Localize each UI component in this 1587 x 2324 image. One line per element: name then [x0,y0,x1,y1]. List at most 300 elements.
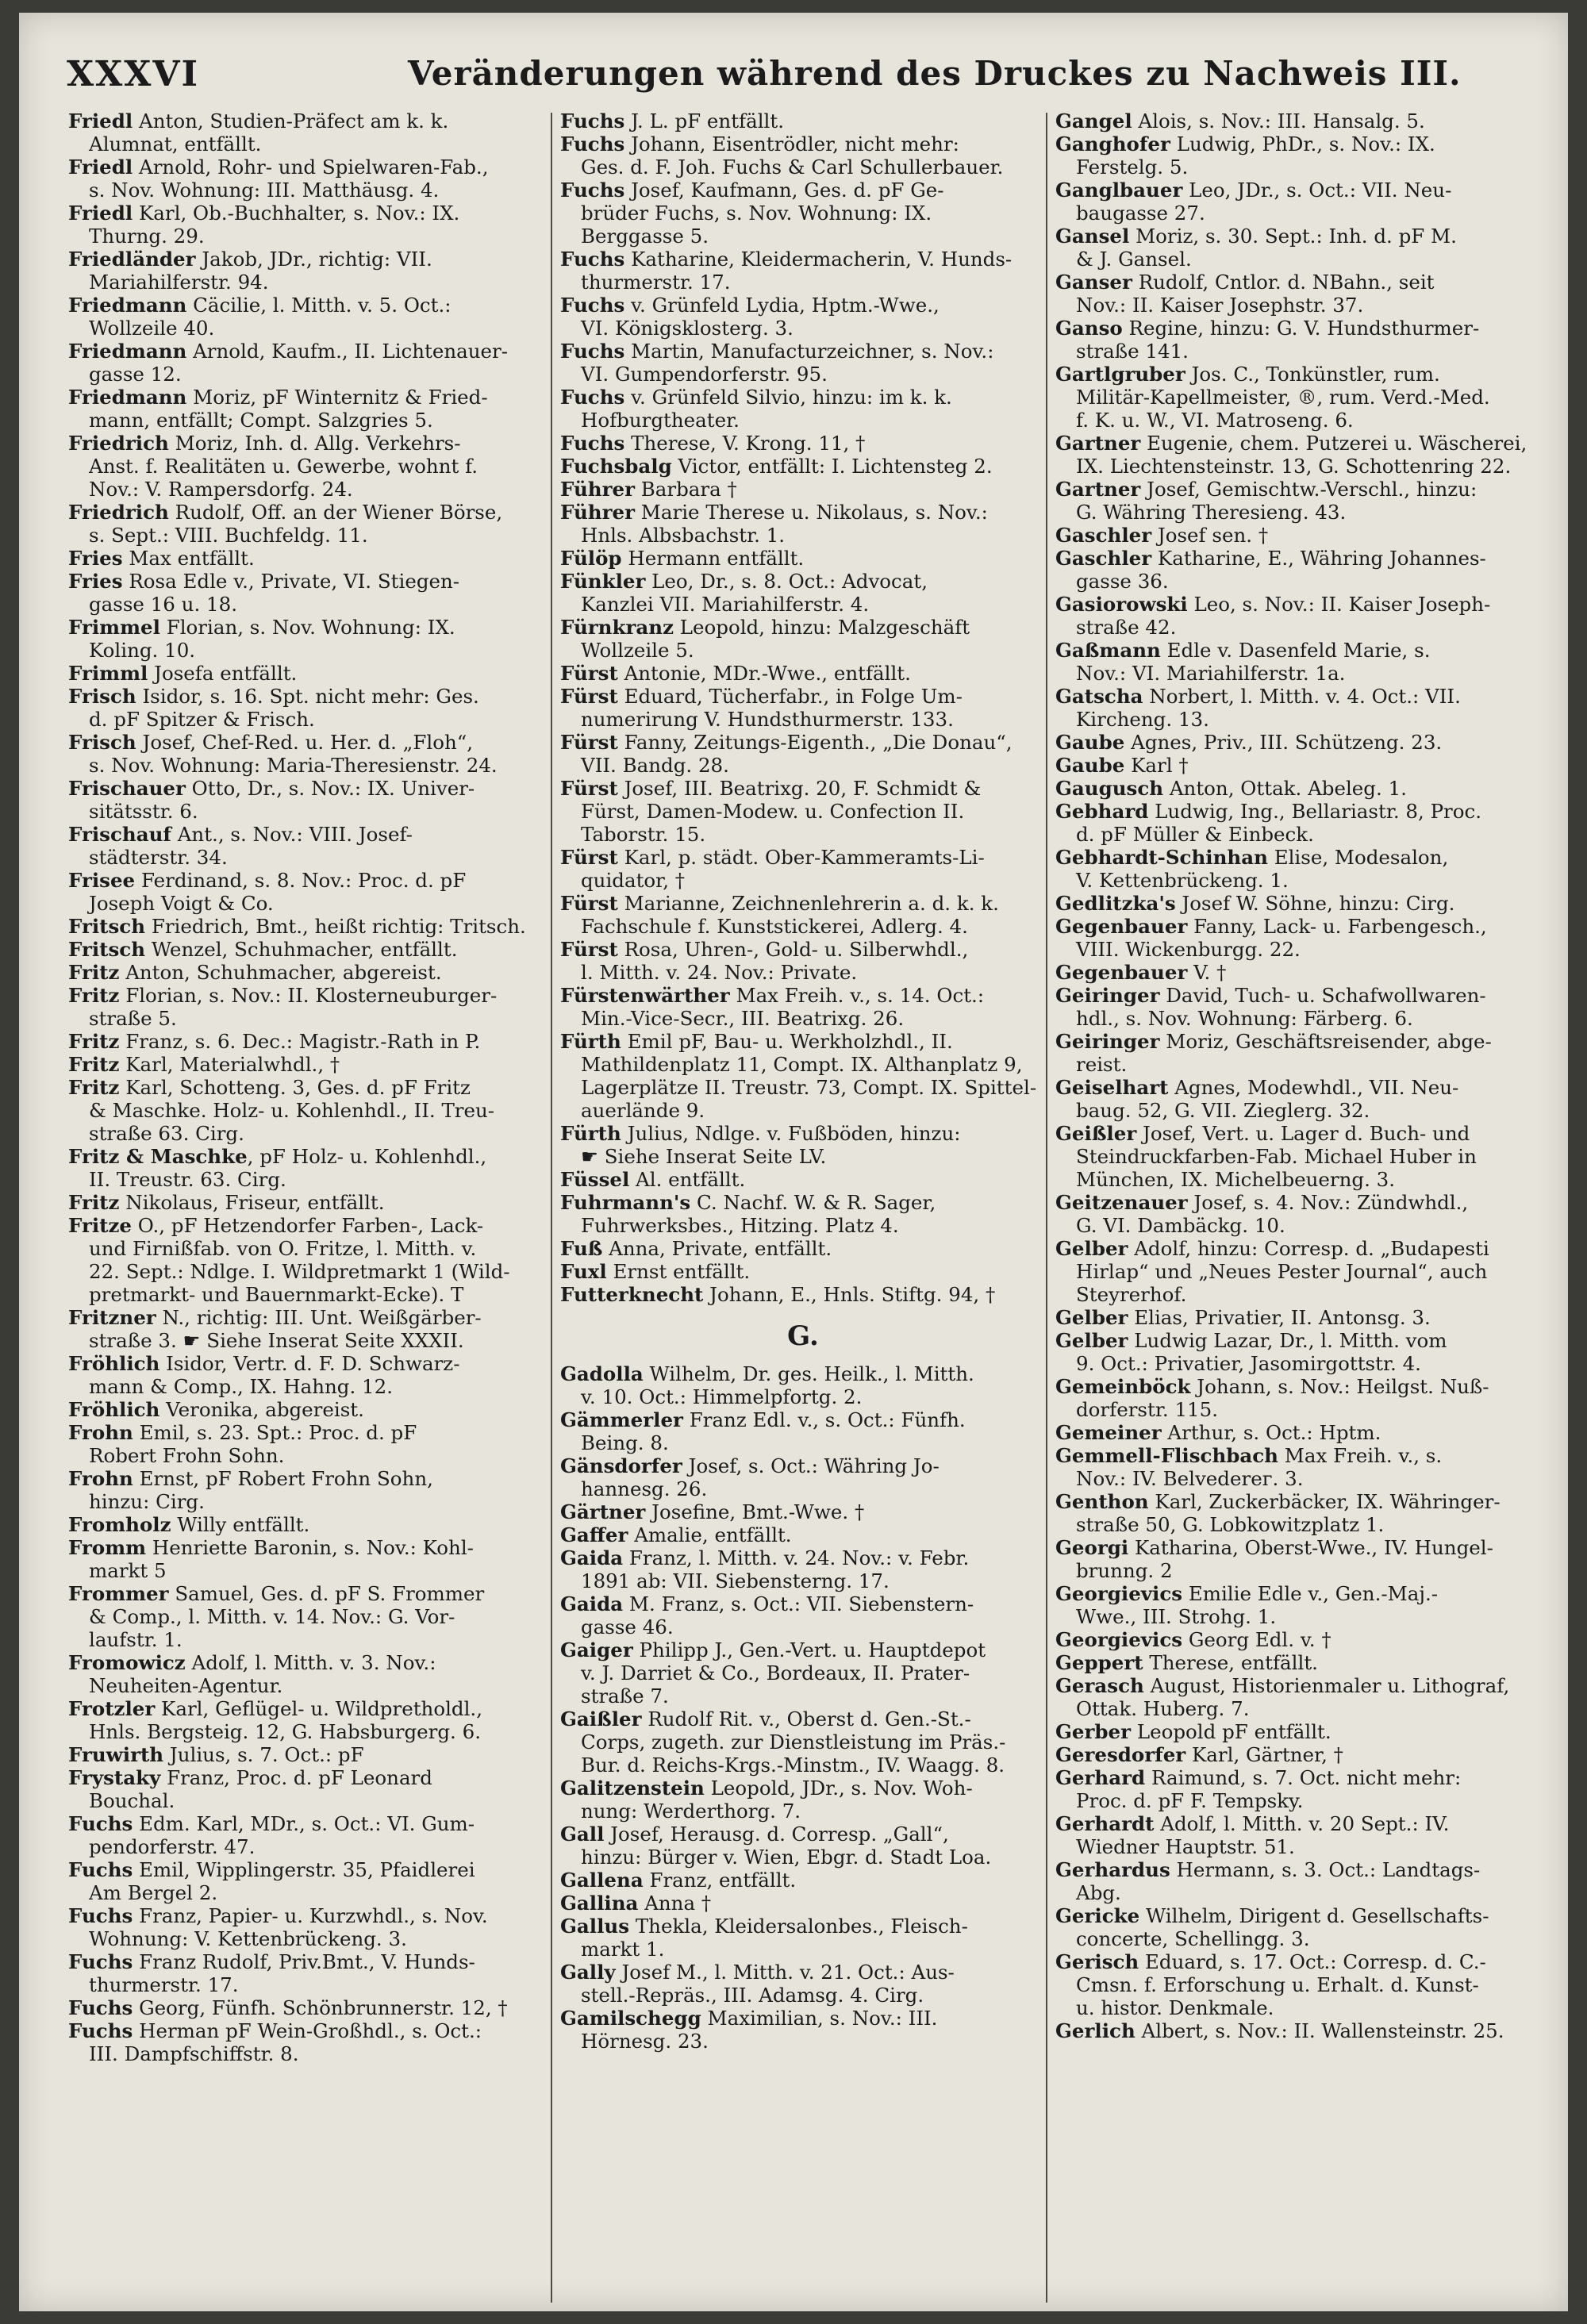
directory-entry [1055,800,1541,823]
entry-text: Barbara † [635,478,737,501]
entry-text: Amalie, entfällt. [628,1523,792,1546]
entry-surname: Fürst [560,846,618,869]
entry-text: Ludwig Lazar, Dr., l. Mitth. vom [1128,1329,1447,1352]
entry-text: straße 3. ☛ Siehe Inserat Seite XXXII. [89,1329,464,1352]
entry-surname: Fuchs [560,294,625,317]
entry-surname: Fuchs [560,248,625,271]
page-title: Veränderungen während des Druckes zu Nachweis III. [408,54,1462,93]
entry-text: Franz, Papier- u. Kurzwhdl., s. Nov. [133,1904,488,1927]
entry-continuation [68,2042,554,2065]
entry-surname: Fürth [560,1030,621,1053]
entry-surname: Fritz [68,984,120,1007]
entry-text: auerlände 9. [581,1099,705,1122]
entry-text: Bur. d. Reichs-Krgs.-Minstm., IV. Waagg. 8. [581,1754,1005,1777]
entry-continuation [560,1076,1046,1099]
entry-continuation [560,869,1046,892]
entry-text: numerirung V. Hundsthurmerstr. 133. [581,708,954,731]
entry-text: VI. Königsklosterg. 3. [581,317,794,340]
entry-text: Corps, zugeth. zur Dienstleistung im Präs.- [581,1731,1006,1754]
entry-continuation [1055,294,1541,317]
entry-continuation [68,317,554,340]
directory-entry [68,1398,554,1421]
entry-text: Leo, JDr., s. Oct.: VII. Neu- [1182,179,1452,202]
entry-text: Hnls. Bergsteig. 12, G. Habsburgerg. 6. [89,1720,481,1743]
directory-entry [560,1408,1046,1431]
entry-text: Fachschule f. Kunststickerei, Adlerg. 4. [581,915,968,938]
directory-entry [68,1651,554,1674]
entry-continuation [68,1881,554,1904]
directory-entry [68,1996,554,2019]
entry-continuation [1055,570,1541,593]
entry-surname: Frischauf [68,823,171,846]
entry-text: concerte, Schellingg. 3. [1076,1927,1310,1950]
entry-surname: Fürst [560,892,618,915]
column-3 [1055,109,1541,2042]
entry-text: Josef, Gemischtw.-Verschl., hinzu: [1140,478,1477,501]
entry-text: Isidor, Vertr. d. F. D. Schwarz- [159,1352,460,1375]
entry-continuation [1055,1467,1541,1490]
entry-surname: Gerisch [1055,1950,1139,1973]
entry-text: hannesg. 26. [581,1477,708,1500]
entry-text: Nov.: V. Rampersdorfg. 24. [89,478,353,501]
directory-page [19,13,1568,2311]
directory-entry [68,961,554,984]
entry-text: baugasse 27. [1076,202,1205,225]
entry-surname: Fritze [68,1214,132,1237]
entry-continuation [68,800,554,823]
directory-entry [1055,1329,1541,1352]
entry-text: Herman pF Wein-Großhdl., s. Oct.: [133,2019,482,2042]
entry-text: Josef, Vert. u. Lager d. Buch- und [1136,1122,1470,1145]
entry-continuation [1055,1145,1541,1168]
entry-surname: Gemeinböck [1055,1375,1191,1398]
entry-surname: Fuchs [68,1858,133,1881]
directory-entry [560,1168,1046,1191]
entry-surname: Gaida [560,1546,624,1569]
entry-continuation [1055,1996,1541,2019]
directory-entry [1055,892,1541,915]
entry-surname: Fuchs [68,1904,133,1927]
directory-entry [1055,524,1541,547]
directory-entry [1055,961,1541,984]
directory-entry [1055,685,1541,708]
entry-text: Albert, s. Nov.: II. Wallensteinstr. 25. [1135,2019,1504,2042]
directory-entry [560,777,1046,800]
entry-continuation [1055,1352,1541,1375]
entry-text: Anton, Ottak. Abeleg. 1. [1163,777,1407,800]
directory-entry [560,984,1046,1007]
entry-text: straße 63. Cirg. [89,1122,244,1145]
entry-continuation [1055,386,1541,409]
entry-continuation [560,225,1046,248]
entry-text: & Maschke. Holz- u. Kohlenhdl., II. Treu- [89,1099,495,1122]
entry-continuation [68,524,554,547]
entry-surname: Fromm [68,1536,147,1559]
entry-continuation [68,1628,554,1651]
entry-text: Katharina, Oberst-Wwe., IV. Hungel- [1128,1536,1493,1559]
directory-entry [560,892,1046,915]
directory-entry [1055,547,1541,570]
entry-text: baug. 52, G. VII. Zieglerg. 32. [1076,1099,1370,1122]
entry-text: Leo, Dr., s. 8. Oct.: Advocat, [645,570,928,593]
directory-entry [68,938,554,961]
entry-continuation [560,1615,1046,1638]
entry-surname: Fürst [560,685,618,708]
entry-text: Karl, Zuckerbäcker, IX. Währinger- [1148,1490,1501,1513]
entry-surname: Fromholz [68,1513,171,1536]
directory-entry [1055,1306,1541,1329]
entry-surname: Fürst [560,938,618,961]
entry-text: Florian, s. Nov. Wohnung: IX. [159,616,455,639]
entry-text: & Comp., l. Mitth. v. 14. Nov.: G. Vor- [89,1605,455,1628]
entry-text: hdl., s. Nov. Wohnung: Färberg. 6. [1076,1007,1413,1030]
page-number: XXXVI [67,54,200,94]
directory-entry [560,846,1046,869]
entry-surname: Gamilschegg [560,2007,701,2030]
entry-continuation [1055,869,1541,892]
entry-text: l. Mitth. v. 24. Nov.: Private. [581,961,858,984]
entry-text: Emil, Wipplingerstr. 35, Pfaidlerei [133,1858,475,1881]
entry-text: Al. entfällt. [629,1168,746,1191]
entry-text: Elias, Privatier, II. Antonsg. 3. [1128,1306,1431,1329]
entry-text: Wwe., III. Strohg. 1. [1076,1605,1277,1628]
entry-text: Katharine, E., Währing Johannes- [1151,547,1486,570]
entry-surname: Gegenbauer [1055,961,1188,984]
entry-text: Moriz, Geschäftsreisender, abge- [1159,1030,1492,1053]
entry-surname: Fries [68,570,123,593]
entry-surname: Fürnkranz [560,616,674,639]
entry-surname: Fuchs [68,1812,133,1835]
entry-text: straße 7. [581,1684,669,1707]
entry-text: Ferstelg. 5. [1076,156,1189,179]
directory-entry [560,1030,1046,1053]
entry-text: Rudolf, Cntlor. d. NBahn., seit [1132,271,1435,294]
entry-continuation [68,1237,554,1260]
entry-surname: Fries [68,547,123,570]
entry-surname: Geiselhart [1055,1076,1169,1099]
directory-entry [1055,846,1541,869]
entry-surname: Gaugusch [1055,777,1164,800]
entry-text: Ant., s. Nov.: VIII. Josef- [171,823,413,846]
entry-text: Raimund, s. 7. Oct. nicht mehr: [1145,1766,1462,1789]
entry-text: Hörnesg. 23. [581,2030,709,2053]
entry-text: Josef, III. Beatrixg. 20, F. Schmidt & [617,777,982,800]
directory-entry [68,1536,554,1559]
directory-entry [68,202,554,225]
entry-text: Arthur, s. Oct.: Hptm. [1161,1421,1381,1444]
entry-text: v. J. Darriet & Co., Bordeaux, II. Prater- [581,1661,970,1684]
entry-continuation [560,1684,1046,1707]
entry-surname: Georgievics [1055,1582,1183,1605]
entry-continuation [68,1099,554,1122]
entry-surname: Fritz [68,1030,120,1053]
directory-entry [68,156,554,179]
entry-continuation [68,1444,554,1467]
directory-entry [1055,777,1541,800]
directory-entry [560,547,1046,570]
entry-surname: Fürst [560,662,618,685]
directory-entry [68,340,554,363]
entry-continuation [1055,823,1541,846]
section-letter: G. [787,1320,819,1352]
directory-entry [1055,1444,1541,1467]
directory-entry [1055,1743,1541,1766]
entry-surname: Gerhardt [1055,1812,1155,1835]
entry-surname: Friedmann [68,294,187,317]
entry-surname: Fuchs [560,340,625,363]
directory-entry [68,1214,554,1237]
entry-text: Wilhelm, Dirigent d. Gesellschafts- [1139,1904,1489,1927]
entry-surname: Geppert [1055,1651,1143,1674]
entry-text: gasse 16 u. 18. [89,593,238,616]
entry-text: laufstr. 1. [89,1628,183,1651]
entry-text: Friedrich, Bmt., heißt richtig: Tritsch. [145,915,526,938]
entry-surname: Friedmann [68,386,187,409]
directory-entry [560,1869,1046,1892]
entry-text: Steindruckfarben-Fab. Michael Huber in [1076,1145,1477,1168]
entry-text: Josef, s. 4. Nov.: Zündwhdl., [1187,1191,1469,1214]
entry-text: Alumnat, entfällt. [89,133,262,156]
directory-entry [1055,1076,1541,1099]
entry-text: Ludwig, PhDr., s. Nov.: IX. [1170,133,1435,156]
entry-surname: Gaida [560,1592,624,1615]
entry-text: Josef, Chef-Red. u. Her. d. „Floh“, [136,731,474,754]
entry-surname: Fuchs [68,1950,133,1973]
directory-entry [68,1053,554,1076]
entry-text: Wohnung: V. Kettenbrückeng. 3. [89,1927,407,1950]
entry-text: Leo, s. Nov.: II. Kaiser Joseph- [1187,593,1491,616]
entry-continuation [68,1490,554,1513]
directory-entry [1055,432,1541,455]
entry-continuation [560,593,1046,616]
entry-text: gasse 46. [581,1615,674,1638]
entry-continuation [560,1938,1046,1961]
entry-surname: Fritz [68,1191,120,1214]
entry-surname: Friedländer [68,248,196,271]
entry-surname: Gall [560,1823,605,1846]
entry-text: Moriz, pF Winternitz & Fried- [186,386,488,409]
entry-surname: Fritz [68,1076,120,1099]
entry-continuation [560,317,1046,340]
entry-text: s. Nov. Wohnung: III. Matthäusg. 4. [89,179,440,202]
entry-text: Am Bergel 2. [89,1881,218,1904]
entry-surname: Gartlgruber [1055,363,1185,386]
entry-continuation [68,225,554,248]
entry-continuation [68,1375,554,1398]
entry-text: Adolf, hinzu: Corresp. d. „Budapesti [1128,1237,1489,1260]
entry-continuation [560,708,1046,731]
entry-text: Florian, s. Nov.: II. Klosterneuburger- [119,984,498,1007]
entry-continuation [1055,1007,1541,1030]
entry-continuation [560,1846,1046,1869]
entry-text: straße 42. [1076,616,1177,639]
entry-surname: Fuchs [560,179,625,202]
entry-surname: Fuchs [560,386,625,409]
entry-surname: Friedrich [68,501,169,524]
entry-continuation [560,823,1046,846]
entry-continuation [560,1661,1046,1684]
entry-surname: Gelber [1055,1306,1128,1329]
entry-continuation [560,1145,1046,1168]
entry-continuation [68,1605,554,1628]
entry-continuation [560,409,1046,432]
entry-text: Karl, Gärtner, † [1185,1743,1343,1766]
entry-text: Thurng. 29. [89,225,205,248]
entry-surname: Fünkler [560,570,646,593]
entry-surname: Frohn [68,1467,133,1490]
entry-surname: Friedmann [68,340,187,363]
entry-text: Josef, Herausg. d. Corresp. „Gall“, [604,1823,949,1846]
entry-text: Rudolf, Off. an der Wiener Börse, [168,501,503,524]
entry-surname: Gasiorowski [1055,593,1188,616]
entry-surname: Frimmel [68,616,160,639]
entry-surname: Gärtner [560,1500,646,1523]
directory-entry [560,1915,1046,1938]
entry-surname: Gartner [1055,478,1141,501]
entry-continuation [1055,202,1541,225]
directory-entry [560,685,1046,708]
entry-text: Karl, p. städt. Ober-Kammeramts-Li- [617,846,985,869]
entry-text: Robert Frohn Sohn. [89,1444,285,1467]
entry-text: Johann, s. Nov.: Heilgst. Nuß- [1190,1375,1489,1398]
entry-surname: Gemmell-Flischbach [1055,1444,1278,1467]
entry-surname: Gatscha [1055,685,1143,708]
directory-entry [1055,1030,1541,1053]
entry-continuation [560,1800,1046,1823]
directory-entry [1055,1674,1541,1697]
entry-continuation [560,2030,1046,2053]
directory-entry [560,1122,1046,1145]
entry-text: u. histor. Denkmale. [1076,1996,1274,2019]
directory-entry [68,1858,554,1881]
entry-surname: Gadolla [560,1362,644,1385]
entry-surname: Gegenbauer [1055,915,1188,938]
entry-surname: Friedl [68,156,133,179]
entry-text: Karl, Geflügel- u. Wildpretholdl., [155,1697,483,1720]
entry-text: VIII. Wickenburgg. 22. [1076,938,1301,961]
entry-text: städterstr. 34. [89,846,228,869]
entry-text: J. L. pF entfällt. [624,109,785,133]
entry-surname: Gaffer [560,1523,628,1546]
entry-surname: Fröhlich [68,1398,160,1421]
entry-surname: Genthon [1055,1490,1149,1513]
entry-text: Georg Edl. v. † [1182,1628,1331,1651]
directory-entry [1055,984,1541,1007]
entry-surname: Futterknecht [560,1283,704,1306]
entry-continuation [68,478,554,501]
directory-entry [560,1707,1046,1731]
entry-text: Emil pF, Bau- u. Werkholzhdl., II. [621,1030,953,1053]
entry-text: Min.-Vice-Secr., III. Beatrixg. 26. [581,1007,905,1030]
entry-surname: Geiringer [1055,984,1160,1007]
directory-entry [560,1362,1046,1385]
entry-surname: Gelber [1055,1329,1128,1352]
entry-text: Jos. C., Tonkünstler, rum. [1185,363,1440,386]
directory-entry [1055,1628,1541,1651]
entry-continuation [68,1835,554,1858]
entry-surname: Fürth [560,1122,621,1145]
entry-text: pendorferstr. 47. [89,1835,256,1858]
directory-entry [1055,1421,1541,1444]
entry-surname: Gangel [1055,109,1132,133]
entry-text: Antonie, MDr.-Wwe., entfällt. [617,662,911,685]
entry-text: Agnes, Modewhdl., VII. Neu- [1168,1076,1459,1099]
entry-continuation [68,846,554,869]
entry-text: thurmerstr. 17. [89,1973,239,1996]
entry-text: mann & Comp., IX. Hahng. 12. [89,1375,394,1398]
directory-entry [560,386,1046,409]
entry-text: thurmerstr. 17. [581,271,731,294]
entry-text: Neuheiten-Agentur. [89,1674,283,1697]
entry-continuation [1055,1053,1541,1076]
directory-entry [1055,915,1541,938]
entry-continuation [560,961,1046,984]
entry-text: Rudolf Rit. v., Oberst d. Gen.-St.- [641,1707,971,1731]
entry-text: Otto, Dr., s. Nov.: IX. Univer- [185,777,475,800]
directory-entry [560,179,1046,202]
entry-text: Josef M., l. Mitth. v. 21. Oct.: Aus- [615,1961,955,1984]
entry-text: Karl, Materialwhdl., † [119,1053,340,1076]
entry-text: Wenzel, Schuhmacher, entfällt. [145,938,458,961]
directory-entry [560,616,1046,639]
entry-continuation [560,915,1046,938]
directory-entry [68,2019,554,2042]
entry-continuation [68,1674,554,1697]
entry-text: Willy entfällt. [171,1513,310,1536]
entry-continuation [560,800,1046,823]
entry-surname: Gallus [560,1915,630,1938]
directory-entry [1055,1191,1541,1214]
entry-surname: Gericke [1055,1904,1140,1927]
entry-text: quidator, † [581,869,686,892]
entry-continuation [560,202,1046,225]
entry-text: Emilie Edle v., Gen.-Maj.- [1182,1582,1439,1605]
entry-continuation [68,455,554,478]
entry-text: Johann, Eisentrödler, nicht mehr: [624,133,959,156]
entry-text: Arnold, Rohr- und Spielwaren-Fab., [133,156,489,179]
entry-text: Josefine, Bmt.-Wwe. † [645,1500,865,1523]
entry-text: Nov.: VI. Mariahilferstr. 1a. [1076,662,1346,685]
entry-continuation [560,1754,1046,1777]
directory-entry [1055,1490,1541,1513]
entry-text: Anna, Private, entfällt. [602,1237,832,1260]
directory-entry [68,501,554,524]
entry-text: pretmarkt- und Bauernmarkt-Ecke). T [89,1283,464,1306]
entry-text: Hofburgtheater. [581,409,740,432]
entry-continuation [1055,708,1541,731]
entry-surname: Ganso [1055,317,1123,340]
entry-continuation [560,1385,1046,1408]
entry-text: G. Währing Theresieng. 43. [1076,501,1347,524]
directory-entry [1055,225,1541,248]
entry-text: II. Treustr. 63. Cirg. [89,1168,286,1191]
entry-continuation [1055,455,1541,478]
entry-text: Samuel, Ges. d. pF S. Frommer [168,1582,485,1605]
entry-continuation [68,892,554,915]
entry-continuation [1055,1168,1541,1191]
directory-entry [1055,271,1541,294]
directory-entry [1055,1812,1541,1835]
entry-text: Moriz, Inh. d. Allg. Verkehrs- [168,432,461,455]
entry-surname: Gerlich [1055,2019,1135,2042]
entry-surname: Gally [560,1961,616,1984]
entry-text: Eugenie, chem. Putzerei u. Wäscherei, [1140,432,1527,455]
entry-text: Ernst entfällt. [606,1260,751,1283]
entry-surname: Gemeiner [1055,1421,1162,1444]
directory-entry [68,823,554,846]
entry-surname: Geitzenauer [1055,1191,1188,1214]
entry-continuation [560,363,1046,386]
